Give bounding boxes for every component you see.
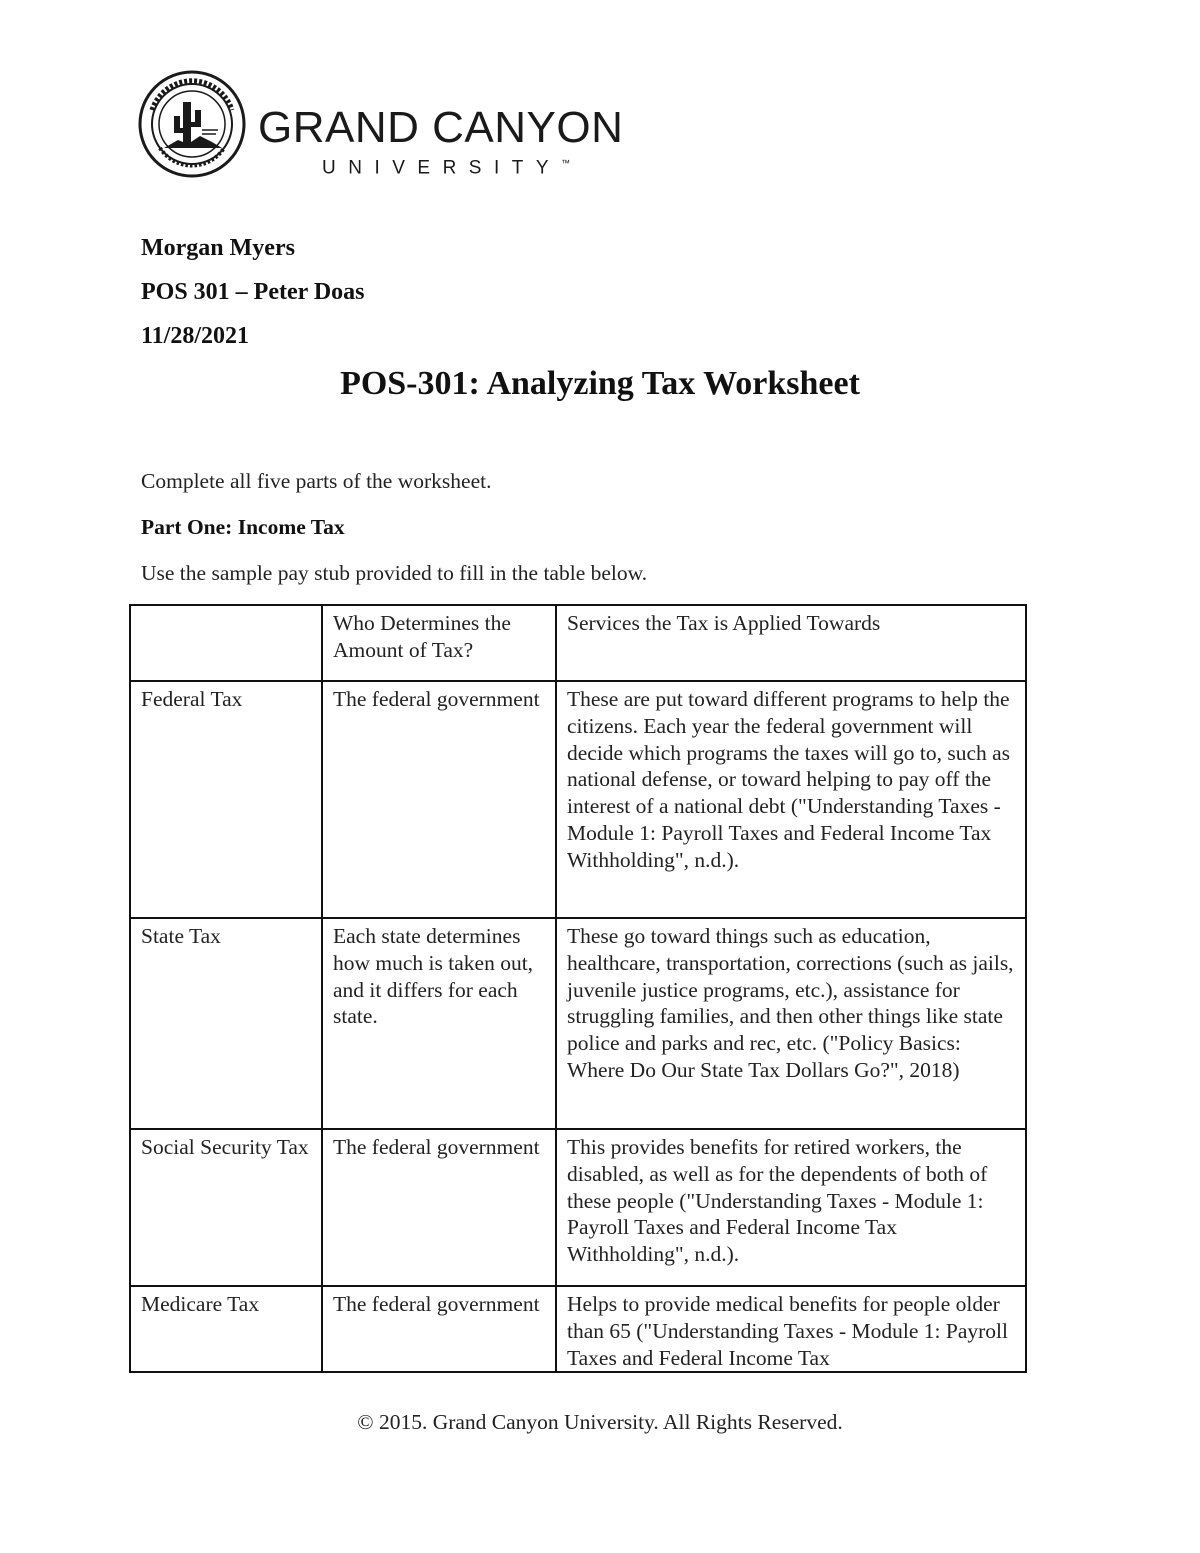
instructions-text: Complete all five parts of the worksheet. — [141, 469, 492, 493]
trademark-mark: ™ — [561, 158, 571, 168]
table-row — [130, 1129, 1026, 1286]
student-name: Morgan Myers — [141, 235, 295, 261]
part-one-heading: Part One: Income Tax — [141, 515, 345, 539]
who-determines-cell: The federal government — [322, 681, 556, 918]
wordmark-sub-text: UNIVERSITY — [322, 157, 562, 179]
course-line: POS 301 – Peter Doas — [141, 279, 365, 305]
table-header-row — [130, 605, 1026, 681]
header-cell-blank — [130, 605, 322, 681]
tax-name-cell: Federal Tax — [130, 681, 322, 918]
university-seal-icon — [138, 70, 246, 178]
header-cell-services: Services the Tax is Applied Towards — [556, 605, 1026, 681]
part-one-intro: Use the sample pay stub provided to fill in the table below. — [141, 561, 648, 585]
copyright-footer: © 2015. Grand Canyon University. All Rights Reserved. — [357, 1410, 843, 1434]
services-cell — [556, 1286, 1026, 1372]
table-row — [130, 681, 1026, 918]
tax-name-cell: Social Security Tax — [130, 1129, 322, 1286]
who-determines-cell: The federal government — [322, 1129, 556, 1286]
wordmark-sub — [322, 152, 628, 179]
services-cell: This provides benefits for retired workers, the disabled, as well as for the dependents of both of these people ("Understanding Taxes - Module 1: Payroll Taxes and Federal Income Tax Withholding", n.d.). — [556, 1129, 1026, 1286]
services-cell: These go toward things such as education, healthcare, transportation, corrections (such as jails, juvenile justice programs, etc.), assistance for struggling families, and then other things like state police and parks and rec, etc. ("Policy Basics: Where Do Our State Tax Dollars Go?", 2018) — [556, 918, 1026, 1129]
header-cell-who: Who Determines the Amount of Tax? — [322, 605, 556, 681]
who-determines-cell: The federal government — [322, 1286, 556, 1372]
page-title: POS-301: Analyzing Tax Worksheet — [340, 365, 860, 402]
university-logo — [138, 70, 624, 180]
table-row — [130, 918, 1026, 1129]
tax-name-cell: State Tax — [130, 918, 322, 1129]
who-determines-cell: Each state determines how much is taken out, and it differs for each state. — [322, 918, 556, 1129]
date-line: 11/28/2021 — [141, 323, 250, 349]
tax-name-cell: Medicare Tax — [130, 1286, 322, 1372]
income-tax-table — [129, 604, 1027, 1373]
wordmark — [258, 103, 628, 179]
services-cell: These are put toward different programs to help the citizens. Each year the federal government will decide which programs the taxes will go to, such as national defense, or toward helping to pay off the interest of a national debt ("Understanding Taxes - Module 1: Payroll Taxes and Federal Income Tax Withholding", n.d.). — [556, 681, 1026, 918]
services-cell-text: Helps to provide medical benefits for people older than 65 ("Understanding Taxes - Module 1: Payroll Taxes and Federal Income Tax — [567, 1292, 1008, 1370]
table-row — [130, 1286, 1026, 1372]
wordmark-main: GRAND CANYON — [258, 103, 624, 152]
